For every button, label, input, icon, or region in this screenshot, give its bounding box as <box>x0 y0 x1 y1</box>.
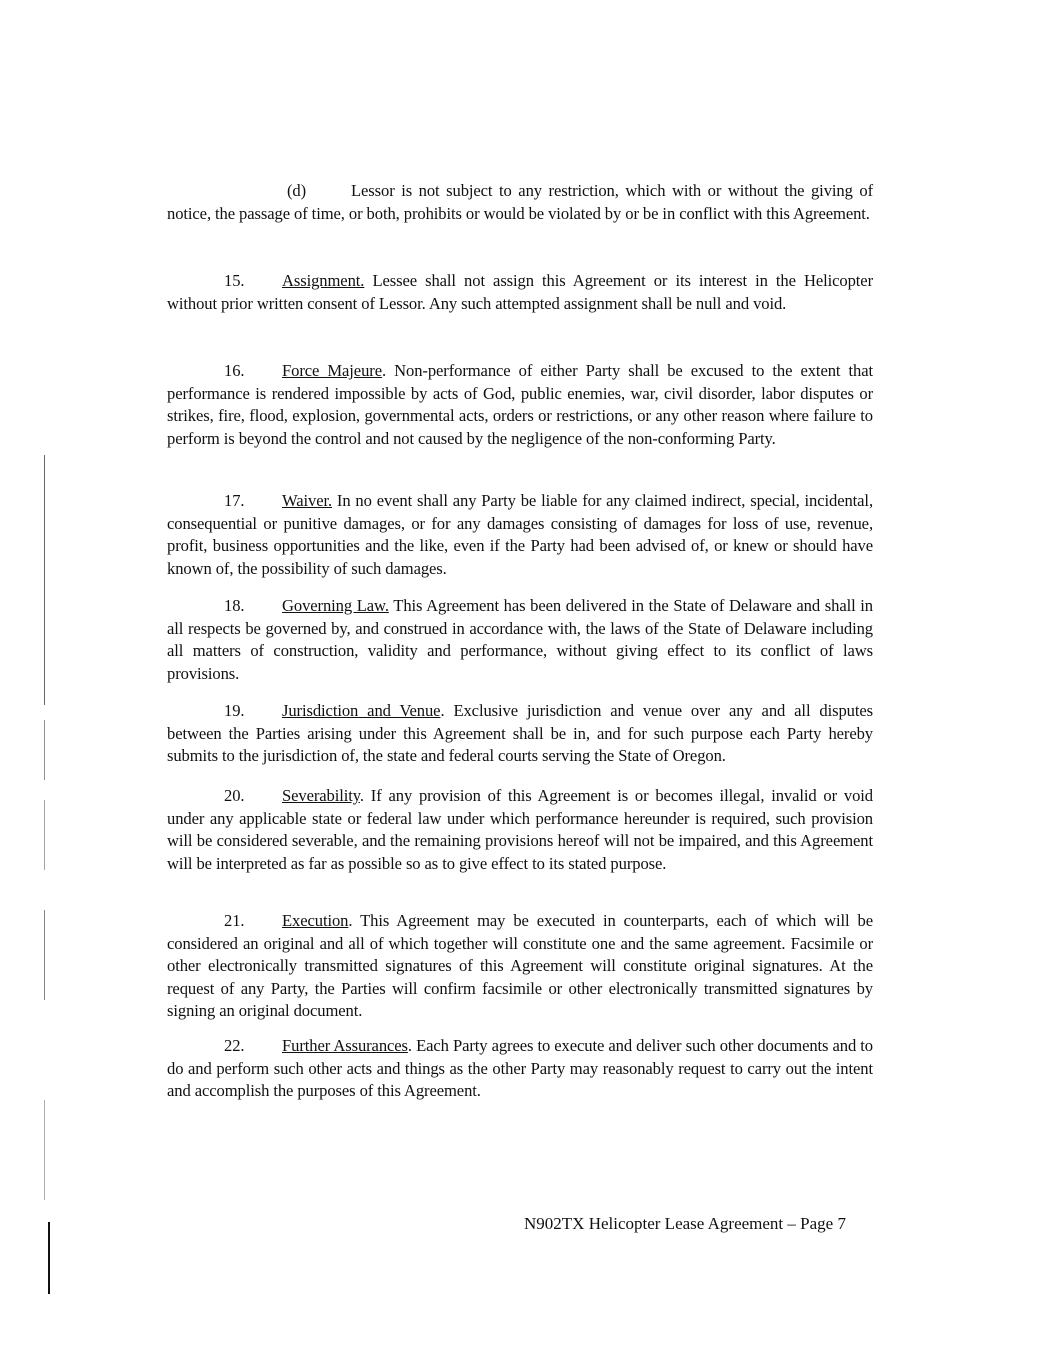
section-number: 21. <box>224 911 245 930</box>
section-number: 16. <box>224 361 245 380</box>
section-heading: Governing Law. <box>282 596 389 615</box>
section-text: In no event shall any Party be liable for any claimed indirect, special, incidental, consequential or punitive damages, or for any damages consisting of damages for loss of use, revenue, profit, business opportunities and the like, even if the Party had been advised of, or knew or should have known of, the possibility of such damages. <box>167 491 873 578</box>
clause-label: (d) <box>287 181 307 200</box>
clause-text: Lessor is not subject to any restriction, which with or without the giving of notice, the passage of time, or both, prohibits or would be violated by or be in conflict with this Agreement. <box>167 181 873 223</box>
section-heading: Force Majeure <box>282 361 382 380</box>
section-heading: Waiver. <box>282 491 333 510</box>
section-governing-law <box>167 595 873 685</box>
section-number: 22. <box>224 1036 245 1055</box>
section-waiver <box>167 490 873 580</box>
scan-artifact-line <box>44 910 45 1000</box>
section-number: 18. <box>224 596 245 615</box>
section-number: 20. <box>224 786 245 805</box>
section-heading: Severability <box>282 786 360 805</box>
section-assignment <box>167 270 873 315</box>
section-further-assurances <box>167 1035 873 1103</box>
section-number: 17. <box>224 491 245 510</box>
section-force-majeure <box>167 360 873 450</box>
section-text: This Agreement has been delivered in the State of Delaware and shall in all respects be governed by, and construed in accordance with, the laws of the State of Delaware including all matters of construction, validity and performance, without giving effect to its conflict of laws provisions. <box>167 596 873 683</box>
scan-artifact-line <box>44 1100 45 1200</box>
section-heading: Further Assurances <box>282 1036 408 1055</box>
clause-d <box>167 180 873 225</box>
scan-artifact-line <box>44 720 45 780</box>
section-heading: Execution <box>282 911 349 930</box>
section-jurisdiction <box>167 700 873 768</box>
scan-artifact-line <box>44 800 45 870</box>
section-number: 15. <box>224 271 245 290</box>
section-severability <box>167 785 873 875</box>
section-heading: Jurisdiction and Venue <box>282 701 441 720</box>
page-footer: N902TX Helicopter Lease Agreement – Page 7 <box>524 1214 846 1233</box>
section-text: Lessee shall not assign this Agreement or its interest in the Helicopter without prior written consent of Lessor. Any such attempted assignment shall be null and void. <box>167 271 873 313</box>
section-heading: Assignment. <box>282 271 365 290</box>
section-text: . Exclusive jurisdiction and venue over any and all disputes between the Parties arising under this Agreement shall be in, and for such purpose each Party hereby submits to the jurisdiction of, the state and federal courts serving the State of Oregon. <box>167 701 873 765</box>
section-text: . Each Party agrees to execute and deliver such other documents and to do and perform such other acts and things as the other Party may reasonably request to carry out the intent and accomplish the purposes of this Agreement. <box>167 1036 873 1100</box>
section-text: . Non-performance of either Party shall be excused to the extent that performance is rendered impossible by acts of God, public enemies, war, civil disorder, labor disputes or strikes, fire, flood, explosion, governmental acts, orders or restrictions, or any other reason where failure to perform is beyond the control and not caused by the negligence of the non-conforming Party. <box>167 361 873 448</box>
section-text: . If any provision of this Agreement is or becomes illegal, invalid or void under any applicable state or federal law under which performance hereunder is required, such provision will be considered severable, and the remaining provisions hereof will not be impaired, and this Agreement will be interpreted as far as possible so as to give effect to its stated purpose. <box>167 786 873 873</box>
section-execution <box>167 910 873 1023</box>
section-text: . This Agreement may be executed in counterparts, each of which will be considered an original and all of which together will constitute one and the same agreement. Facsimile or other electronically transmitted signatures of this Agreement will constitute original signatures. At the request of any Party, the Parties will confirm facsimile or other electronically transmitted signatures by signing an original document. <box>167 911 873 1020</box>
scan-artifact-line <box>48 1222 50 1294</box>
section-number: 19. <box>224 701 245 720</box>
scan-artifact-line <box>44 455 45 705</box>
